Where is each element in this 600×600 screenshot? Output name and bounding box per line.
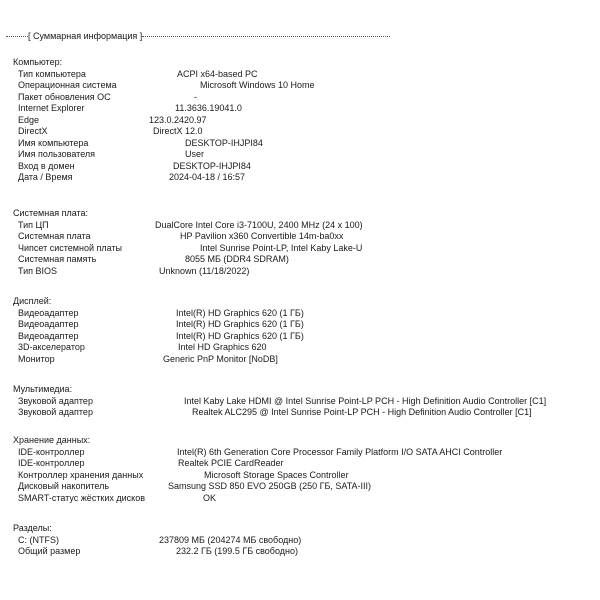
row-value: User — [185, 149, 205, 159]
row-label: Тип ЦП — [18, 219, 49, 230]
info-row — [13, 242, 363, 255]
info-row — [13, 534, 302, 547]
row-label: Чипсет системной платы — [18, 242, 122, 253]
row-value: DESKTOP-IHJPI84 — [173, 160, 251, 171]
section-motherboard — [13, 208, 363, 277]
row-value: Realtek PCIE CardReader — [178, 458, 284, 468]
row-label: Тип BIOS — [18, 265, 58, 276]
section-title: Разделы: — [13, 523, 52, 533]
section-multimedia — [13, 384, 547, 419]
row-value: Realtek ALC295 @ Intel Sunrise Point-LP PCH - High Definition Audio Controller [C1] — [192, 407, 532, 417]
row-label: SMART-статус жёстких дисков — [18, 492, 146, 503]
info-row — [13, 395, 547, 408]
info-row — [13, 80, 315, 92]
row-value: 232.2 ГБ (199.5 ГБ свободно) — [176, 546, 298, 556]
section-title: Мультимедиа: — [13, 384, 73, 394]
row-value: 8055 МБ (DDR4 SDRAM) — [185, 254, 289, 264]
row-value: HP Pavilion x360 Convertible 14m-ba0xx — [180, 231, 344, 241]
row-label: C: (NTFS) — [18, 534, 59, 545]
info-row — [13, 149, 205, 161]
info-row — [13, 114, 207, 127]
row-value: Intel Sunrise Point-LP, Intel Kaby Lake-U — [200, 242, 363, 253]
row-value: Generic PnP Monitor [NoDB] — [163, 353, 278, 364]
row-label: Системная плата — [18, 231, 91, 241]
row-value: 123.0.2420.97 — [149, 114, 207, 125]
row-value: DualCore Intel Core i3-7100U, 2400 MHz (24 x 100) — [155, 219, 363, 230]
summary-title: [ Суммарная информация ] — [28, 31, 143, 42]
section-storage — [13, 435, 503, 504]
header-dash-right — [142, 36, 390, 37]
row-label: Операционная система — [18, 80, 117, 90]
section-title: Хранение данных: — [13, 435, 91, 445]
info-row — [13, 103, 242, 115]
row-value: DirectX 12.0 — [153, 126, 203, 136]
row-label: Звуковой адаптер — [18, 395, 93, 406]
info-row — [13, 546, 298, 558]
row-label: Видеоадаптер — [18, 330, 79, 341]
row-label: Монитор — [18, 353, 55, 364]
row-label: DirectX — [18, 126, 48, 136]
header-dash-left — [6, 36, 28, 37]
row-value: Microsoft Windows 10 Home — [200, 80, 315, 90]
row-label: IDE-контроллер — [18, 446, 85, 457]
info-row — [13, 407, 532, 419]
row-label: Общий размер — [18, 546, 81, 556]
row-label: Видеоадаптер — [18, 319, 79, 329]
row-label: Имя пользователя — [18, 149, 96, 159]
row-value: Unknown (11/18/2022) — [159, 265, 250, 276]
info-row — [13, 330, 304, 343]
summary-header — [6, 31, 390, 42]
row-value: Intel(R) HD Graphics 620 (1 ГБ) — [176, 330, 304, 341]
section-title: Системная плата: — [13, 208, 89, 218]
info-row — [13, 307, 304, 320]
info-row — [13, 126, 203, 138]
section-partitions — [13, 523, 302, 558]
info-row — [13, 68, 258, 81]
row-label: Дисковый накопитель — [18, 481, 110, 491]
info-row — [13, 219, 363, 232]
row-value: Intel(R) HD Graphics 620 (1 ГБ) — [176, 319, 304, 329]
row-value: Microsoft Storage Spaces Controller — [204, 469, 349, 480]
row-value: 2024-04-18 / 16:57 — [169, 172, 246, 182]
row-value: 11.3636.19041.0 — [175, 103, 242, 113]
row-label: 3D-акселератор — [18, 342, 85, 352]
info-row — [13, 353, 278, 366]
row-value: Intel HD Graphics 620 — [178, 342, 267, 352]
row-label: Internet Explorer — [18, 103, 85, 113]
row-label: Звуковой адаптер — [18, 407, 93, 417]
row-value: - — [194, 91, 197, 102]
info-row — [13, 172, 246, 184]
info-row — [13, 160, 251, 173]
row-label: Контроллер хранения данных — [18, 469, 144, 480]
row-label: Системная память — [18, 254, 97, 264]
section-title: Компьютер: — [13, 57, 63, 67]
row-label: Дата / Время — [18, 172, 73, 182]
row-value: Samsung SSD 850 EVO 250GB (250 ГБ, SATA-III) — [168, 481, 372, 491]
row-label: Тип компьютера — [18, 68, 86, 79]
info-row — [13, 492, 217, 505]
info-row — [13, 469, 349, 482]
info-row — [13, 342, 267, 354]
section-computer — [13, 57, 315, 184]
info-row — [13, 458, 284, 470]
row-value: OK — [203, 492, 217, 503]
row-label: Видеоадаптер — [18, 307, 79, 318]
info-row — [13, 137, 263, 150]
row-value: Intel(R) 6th Generation Core Processor Family Platform I/O SATA AHCI Controller — [177, 446, 503, 457]
row-label: IDE-контроллер — [18, 458, 85, 468]
info-row — [13, 265, 250, 278]
info-row — [13, 231, 344, 243]
info-row — [13, 319, 304, 331]
row-label: Пакет обновления ОС — [18, 91, 111, 102]
row-value: 237809 МБ (204274 МБ свободно) — [159, 534, 302, 545]
info-row — [13, 481, 372, 493]
row-label: Вход в домен — [18, 160, 75, 171]
row-label: Имя компьютера — [18, 137, 89, 148]
row-label: Edge — [18, 114, 40, 125]
row-value: ACPI x64-based PC — [177, 68, 258, 79]
section-title: Дисплей: — [13, 296, 52, 306]
info-row — [13, 446, 503, 459]
row-value: DESKTOP-IHJPI84 — [185, 137, 263, 148]
row-value: Intel Kaby Lake HDMI @ Intel Sunrise Point-LP PCH - High Definition Audio Controller [C1] — [184, 395, 547, 406]
section-display — [13, 296, 304, 365]
info-row — [13, 91, 197, 104]
info-row — [13, 254, 289, 266]
row-value: Intel(R) HD Graphics 620 (1 ГБ) — [176, 307, 304, 318]
